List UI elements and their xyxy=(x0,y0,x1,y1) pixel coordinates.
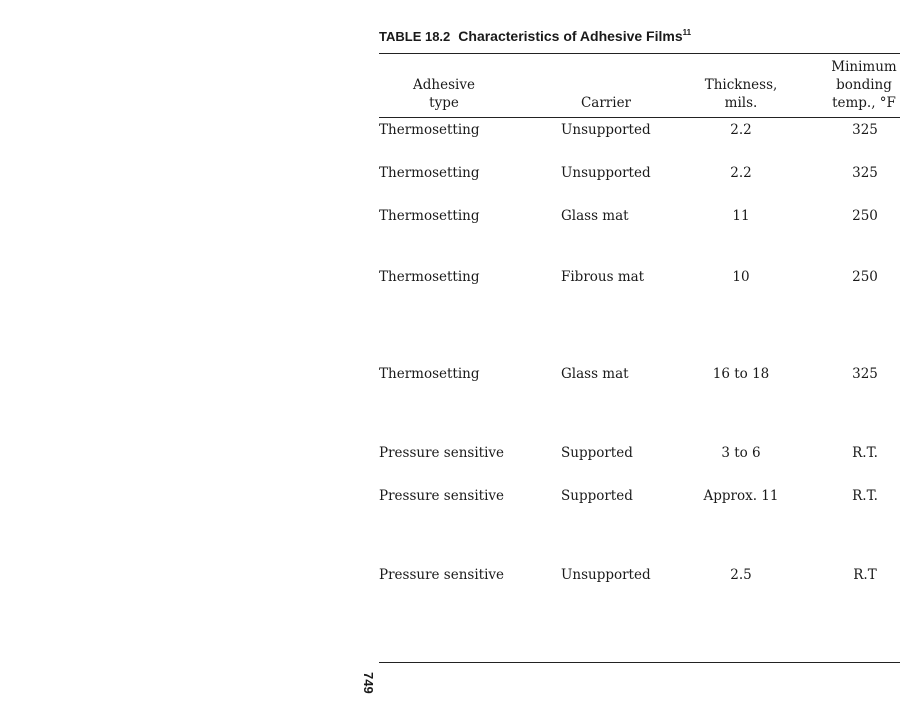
cell-min-bonding-temp: R.T. xyxy=(852,445,878,461)
cell-min-bonding-temp: 325 xyxy=(852,366,878,382)
cell-thickness: Approx. 11 xyxy=(703,488,779,504)
cell-min-bonding-temp: 325 xyxy=(852,165,878,181)
cell-adhesive-type: Pressure sensitive xyxy=(379,445,505,461)
cell-adhesive-type: Pressure sensitive xyxy=(379,488,505,504)
cell-thickness: 2.2 xyxy=(730,122,752,138)
cell-carrier: Supported xyxy=(561,488,633,504)
page-number: 749 xyxy=(361,672,376,694)
cell-adhesive-type: Thermosetting xyxy=(379,165,480,181)
cell-carrier: Supported xyxy=(561,445,633,461)
cell-thickness: 10 xyxy=(732,269,750,285)
header-carrier: Carrier xyxy=(580,95,632,111)
cell-thickness: 3 to 6 xyxy=(721,445,761,461)
bottom-rule xyxy=(379,662,900,663)
cell-carrier: Unsupported xyxy=(561,165,651,181)
cell-min-bonding-temp: R.T. xyxy=(852,488,878,504)
cell-min-bonding-temp: 325 xyxy=(852,122,878,138)
cell-carrier: Fibrous mat xyxy=(561,269,645,285)
cell-carrier: Unsupported xyxy=(561,122,651,138)
cell-min-bonding-temp: R.T xyxy=(853,567,877,583)
cell-min-bonding-temp: 250 xyxy=(852,208,878,224)
top-rule xyxy=(379,53,900,54)
header-adhesive-type: Adhesive type xyxy=(413,77,475,111)
cell-thickness: 2.2 xyxy=(730,165,752,181)
cell-min-bonding-temp: 250 xyxy=(852,269,878,285)
header-rule xyxy=(379,117,900,118)
table-title-reference: 11 xyxy=(682,28,692,37)
cell-carrier: Unsupported xyxy=(561,567,651,583)
cell-adhesive-type: Thermosetting xyxy=(379,208,480,224)
header-min-bonding-temp: Minimum bonding temp., °F xyxy=(831,59,897,111)
cell-adhesive-type: Thermosetting xyxy=(379,269,480,285)
cell-thickness: 16 to 18 xyxy=(712,366,770,382)
cell-carrier: Glass mat xyxy=(561,208,629,224)
table-title xyxy=(379,28,691,44)
cell-thickness: 2.5 xyxy=(730,567,752,583)
table-title-text: Characteristics of Adhesive Films xyxy=(458,28,683,44)
cell-adhesive-type: Thermosetting xyxy=(379,122,480,138)
header-thickness: Thickness, mils. xyxy=(704,77,778,111)
table-label: TABLE 18.2 xyxy=(379,29,451,44)
cell-carrier: Glass mat xyxy=(561,366,629,382)
cell-adhesive-type: Pressure sensitive xyxy=(379,567,505,583)
cell-adhesive-type: Thermosetting xyxy=(379,366,480,382)
cell-thickness: 11 xyxy=(732,208,750,224)
